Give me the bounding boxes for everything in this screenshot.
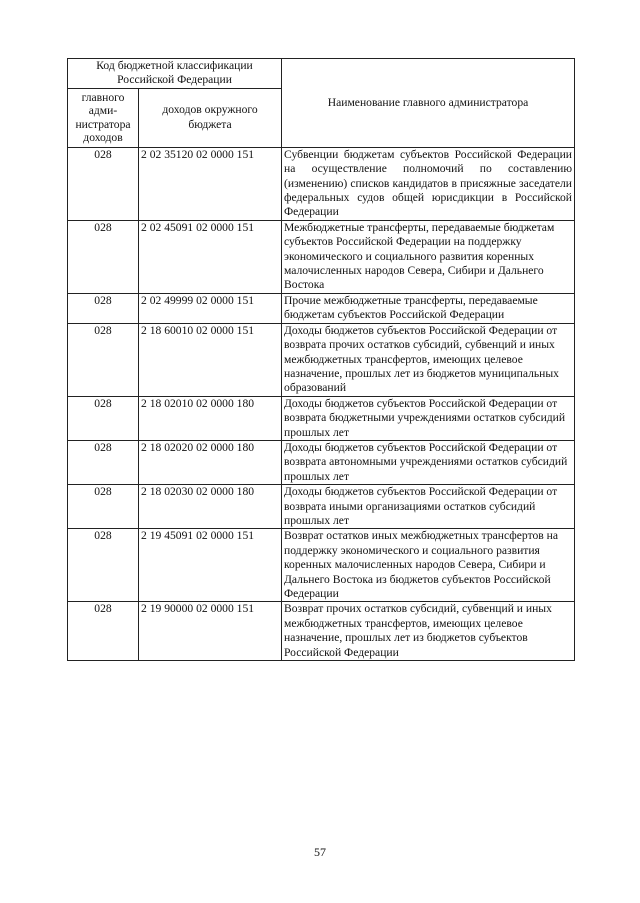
revenue-code-cell: 2 02 45091 02 0000 151	[139, 220, 282, 293]
header-admin-name: Наименование главного администратора	[282, 59, 575, 148]
admin-name-cell: Возврат прочих остатков субсидий, субвенций и иных межбюджетных трансфертов, имеющих целевое назначение, прошлых лет из бюджетов субъектов Российской Федерации	[282, 602, 575, 661]
budget-classification-table	[67, 58, 575, 661]
admin-name-cell: Доходы бюджетов субъектов Российской Федерации от возврата автономными учреждениями остатков субсидий прошлых лет	[282, 440, 575, 484]
revenue-code-cell: 2 18 02030 02 0000 180	[139, 485, 282, 529]
page-number: 57	[314, 845, 326, 859]
admin-code-cell: 028	[68, 220, 139, 293]
admin-name-cell: Возврат остатков иных межбюджетных трансфертов на поддержку экономического и социального развития коренных малочисленных народов Севера, Сибири и Дальнего Востока из бюджетов субъектов Российской Федерации	[282, 529, 575, 602]
table-row	[68, 602, 575, 661]
revenue-code-cell: 2 19 90000 02 0000 151	[139, 602, 282, 661]
admin-code-cell: 028	[68, 147, 139, 220]
revenue-code-cell: 2 18 60010 02 0000 151	[139, 323, 282, 396]
table-row	[68, 293, 575, 323]
admin-code-cell: 028	[68, 485, 139, 529]
header-row-top	[68, 59, 575, 89]
admin-name-cell: Доходы бюджетов субъектов Российской Федерации от возврата иными организациями остатков субсидий прошлых лет	[282, 485, 575, 529]
header-main-admin-code: главного адми-нистратора доходов	[68, 88, 139, 147]
admin-code-cell: 028	[68, 602, 139, 661]
table-row	[68, 323, 575, 396]
admin-code-cell: 028	[68, 529, 139, 602]
revenue-code-cell: 2 02 35120 02 0000 151	[139, 147, 282, 220]
admin-name-cell: Субвенции бюджетам субъектов Российской Федерации на осуществление полномочий по составлению (изменению) списков кандидатов в присяжные заседатели федеральных судов общей юрисдикции в Российской Федерации	[282, 147, 575, 220]
admin-code-cell: 028	[68, 293, 139, 323]
table-row	[68, 485, 575, 529]
revenue-code-cell: 2 02 49999 02 0000 151	[139, 293, 282, 323]
admin-code-cell: 028	[68, 323, 139, 396]
table-row	[68, 220, 575, 293]
table-row	[68, 147, 575, 220]
admin-name-cell: Доходы бюджетов субъектов Российской Федерации от возврата бюджетными учреждениями остатков субсидий прошлых лет	[282, 396, 575, 440]
admin-name-cell: Прочие межбюджетные трансферты, передаваемые бюджетам субъектов Российской Федерации	[282, 293, 575, 323]
revenue-code-cell: 2 18 02020 02 0000 180	[139, 440, 282, 484]
admin-name-cell: Межбюджетные трансферты, передаваемые бюджетам субъектов Российской Федерации на поддержку экономического и социального развития коренных малочисленных народов Севера, Сибири и Дальнего Востока	[282, 220, 575, 293]
admin-name-cell: Доходы бюджетов субъектов Российской Федерации от возврата прочих остатков субсидий, субвенций и иных межбюджетных трансфертов, имеющих целевое назначение, прошлых лет из бюджетов муниципальных образований	[282, 323, 575, 396]
header-revenue-code: доходов окружного бюджета	[139, 88, 282, 147]
admin-code-cell: 028	[68, 396, 139, 440]
table-row	[68, 396, 575, 440]
admin-code-cell: 028	[68, 440, 139, 484]
header-group-title: Код бюджетной классификации Российской Федерации	[68, 59, 282, 89]
revenue-code-cell: 2 18 02010 02 0000 180	[139, 396, 282, 440]
table-row	[68, 440, 575, 484]
table-row	[68, 529, 575, 602]
revenue-code-cell: 2 19 45091 02 0000 151	[139, 529, 282, 602]
